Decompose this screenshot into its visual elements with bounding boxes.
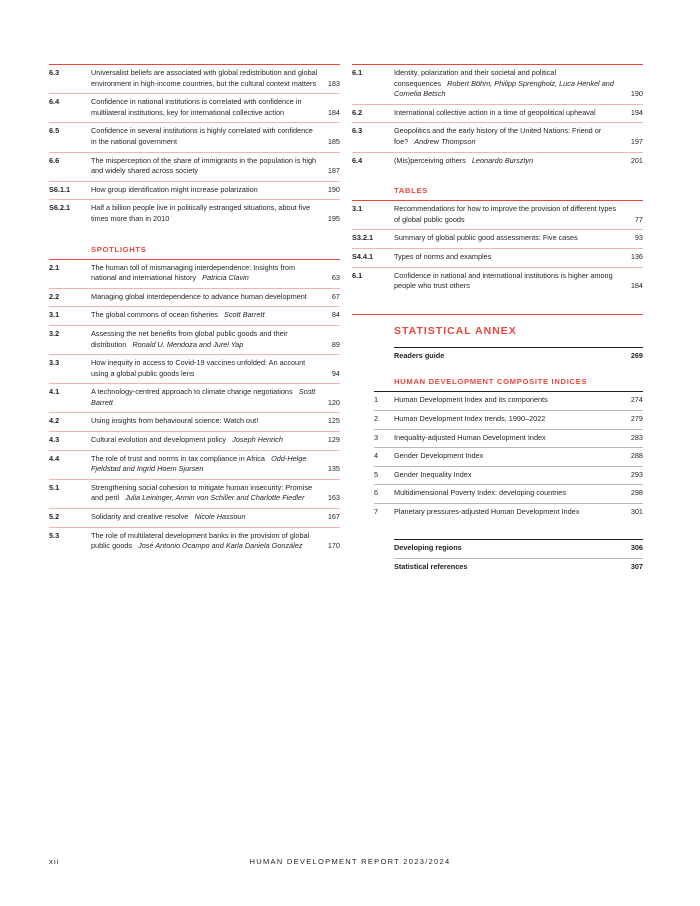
entry-text: [91, 97, 318, 118]
entry-text: [91, 512, 318, 523]
entry-title: The role of multilateral development banks in the provision of global public goods: [91, 530, 310, 551]
entry-text: [91, 263, 318, 284]
entry-number: 4.1: [49, 387, 60, 397]
index-number: 3: [374, 432, 379, 442]
entry-text: [91, 416, 318, 427]
entry-number: 3.1: [49, 310, 60, 320]
entry-title: The role of trust and norms in tax compliance in Africa: [91, 453, 265, 463]
entry-title: Strengthening social cohesion to mitigate human insecurity: Promise and peril: [91, 482, 313, 503]
entry-page: 195: [327, 213, 340, 223]
index-title: Gender Development Index: [394, 451, 484, 461]
right-column: [352, 64, 643, 577]
index-number: 7: [374, 506, 379, 516]
developing-regions-row[interactable]: [394, 539, 643, 558]
entry-number: 6.4: [352, 155, 363, 165]
index-title: Human Development Index trends, 1990–2022: [394, 413, 546, 423]
entry-text: [91, 310, 318, 321]
toc-entry[interactable]: [49, 93, 340, 122]
readers-guide-label: Readers guide: [394, 350, 445, 360]
index-page: 301: [630, 506, 643, 516]
entry-title: Solidarity and creative resolve: [91, 512, 189, 522]
index-number: 5: [374, 469, 379, 479]
entry-page: 167: [327, 512, 340, 522]
readers-guide-row[interactable]: [394, 347, 643, 366]
entry-page: 120: [327, 397, 340, 407]
entry-page: 77: [634, 214, 643, 224]
tables-heading: TABLES: [394, 186, 429, 196]
entry-number: 2.1: [49, 262, 60, 272]
entry-title: Identity, polarization and their societal and political consequences: [394, 68, 557, 88]
toc-entry[interactable]: [49, 431, 340, 450]
entry-page: 125: [327, 416, 340, 426]
entry-page: 89: [331, 339, 340, 349]
entry-text: [91, 126, 318, 147]
entry-page: 94: [331, 368, 340, 378]
entry-title: How group identification might increase polarization: [91, 184, 258, 194]
entry-text: [91, 531, 318, 552]
toc-entry[interactable]: [352, 200, 643, 229]
index-page: 293: [630, 469, 643, 479]
entry-number: S6.2.1: [49, 203, 71, 213]
entry-author: Scott Barrett: [91, 387, 316, 407]
entry-title: The human toll of mismanaging interdependence: Insights from national and international history: [91, 262, 296, 283]
toc-entry[interactable]: [352, 64, 643, 104]
entry-page: 184: [630, 281, 643, 291]
entry-number: 3.1: [352, 204, 363, 214]
readers-guide-page: 269: [630, 350, 643, 360]
entry-number: 4.4: [49, 453, 60, 463]
entry-page: 190: [327, 184, 340, 194]
entry-page: 93: [634, 233, 643, 243]
entry-number: 3.3: [49, 358, 60, 368]
annex-divider: [352, 314, 643, 315]
index-title: Human Development Index and its components: [394, 395, 548, 405]
entry-text: [394, 204, 621, 225]
entry-title: Confidence in national institutions is correlated with confidence in multilateral institutions, key for international collective action: [91, 97, 302, 117]
statistical-annex-title: STATISTICAL ANNEX: [394, 324, 517, 337]
entry-title: Universalist beliefs are associated with global redistribution and global environment in high-income countries, but the cultural context matters: [91, 68, 318, 88]
entry-title: Confidence in national and international institutions is higher among people who trust others: [394, 270, 613, 291]
entry-text: [394, 68, 621, 100]
entry-text: [91, 185, 318, 196]
toc-entry[interactable]: [49, 306, 340, 325]
entry-author: Nicole Hassoun: [194, 512, 246, 522]
index-page: 279: [630, 413, 643, 423]
entry-text: [91, 203, 318, 224]
entry-author: Robert Böhm, Philipp Sprengholz, Luca Henkel and Cornelia Betsch: [394, 78, 614, 99]
entry-page: 129: [327, 435, 340, 445]
entry-page: 190: [630, 89, 643, 99]
entry-number: 6.3: [352, 126, 363, 136]
tables-list: [352, 200, 643, 296]
composite-indices-heading: HUMAN DEVELOPMENT COMPOSITE INDICES: [394, 377, 588, 387]
entry-text: [91, 387, 318, 408]
entry-title: A technology-centred approach to climate change negotiations: [91, 387, 293, 397]
toc-entry[interactable]: [49, 412, 340, 431]
entry-text: [91, 435, 318, 446]
entry-title: Managing global interdependence to advance human development: [91, 291, 307, 301]
entry-title: Summary of global public good assessments: Five cases: [394, 233, 578, 243]
footer-title: HUMAN DEVELOPMENT REPORT 2023/2024: [249, 857, 451, 866]
toc-entry[interactable]: [49, 354, 340, 383]
entry-number: S4.4.1: [352, 251, 374, 261]
toc-entry[interactable]: [49, 288, 340, 307]
index-number: 2: [374, 413, 379, 423]
entry-number: 5.1: [49, 482, 60, 492]
entry-title: (Mis)perceiving others: [394, 155, 466, 165]
toc-entry[interactable]: [352, 248, 643, 267]
entry-number: 6.1: [352, 68, 363, 77]
entry-author: Andrew Thompson: [414, 136, 476, 146]
entry-number: 4.2: [49, 416, 60, 426]
index-title: Multidimensional Poverty Index: developing countries: [394, 488, 566, 498]
index-row[interactable]: [374, 503, 643, 522]
entry-number: 6.4: [49, 97, 60, 107]
index-page: 298: [630, 488, 643, 498]
entry-title: Cultural evolution and development policy: [91, 435, 227, 445]
toc-entry[interactable]: [352, 122, 643, 151]
entry-page: 136: [630, 251, 643, 261]
statistical-references-row[interactable]: [394, 558, 643, 577]
entry-text: [91, 454, 318, 475]
toc-entry[interactable]: [352, 267, 643, 296]
entry-text: [394, 108, 621, 119]
statistical-references-label: Statistical references: [394, 562, 468, 572]
toc-entry[interactable]: [49, 152, 340, 181]
entry-title: International collective action in a time of geopolitical upheaval: [394, 107, 596, 117]
entry-author: José Antonio Ocampo and Karla Daniela González: [138, 541, 303, 551]
index-row[interactable]: [374, 447, 643, 466]
left-column: [49, 64, 340, 556]
entry-page: 67: [331, 291, 340, 301]
entry-page: 194: [630, 107, 643, 117]
entry-title: The global commons of ocean fisheries: [91, 310, 218, 320]
entry-number: 5.3: [49, 530, 60, 540]
index-row[interactable]: [374, 410, 643, 429]
entry-page: 187: [327, 166, 340, 176]
entry-text: [394, 126, 621, 147]
statistical-references-page: 307: [630, 562, 643, 572]
spotlights-list: [49, 259, 340, 556]
entry-title: Confidence in several institutions is highly correlated with confidence in the national government: [91, 126, 313, 146]
entry-title: Recommendations for how to improve the provision of different types of global public goods: [394, 204, 617, 224]
entry-page: 170: [327, 541, 340, 551]
index-title: Planetary pressures-adjusted Human Development Index: [394, 506, 580, 516]
entry-text: [91, 329, 318, 350]
composite-indices-list: [352, 391, 643, 521]
entry-page: 197: [630, 136, 643, 146]
toc-entry[interactable]: [49, 508, 340, 527]
index-title: Gender Inequality Index: [394, 469, 472, 479]
entry-text: [91, 68, 318, 89]
entry-text: [394, 156, 621, 167]
toc-entry[interactable]: [49, 479, 340, 508]
index-page: 288: [630, 451, 643, 461]
entry-text: [394, 233, 621, 244]
index-page: 274: [630, 395, 643, 405]
entry-page: 84: [331, 310, 340, 320]
toc-entry[interactable]: [352, 229, 643, 248]
toc-entry[interactable]: [352, 104, 643, 123]
entry-author: Ronald U. Mendoza and Jurel Yap: [132, 339, 244, 349]
toc-entry[interactable]: [49, 325, 340, 354]
entry-author: Odd-Helge Fjeldstad and Ingrid Hoem Sjursen: [91, 453, 307, 474]
developing-regions-label: Developing regions: [394, 543, 462, 553]
toc-entry[interactable]: [49, 383, 340, 412]
entry-text: [394, 252, 621, 263]
entry-text: [91, 483, 318, 504]
toc-entry[interactable]: [49, 64, 340, 93]
entry-number: 6.2: [352, 107, 363, 117]
index-title: Inequality-adjusted Human Development Index: [394, 432, 546, 442]
entry-text: [91, 292, 318, 303]
entry-author: Scott Barrett: [224, 310, 265, 320]
entry-page: 201: [630, 155, 643, 165]
entry-author: Leonardo Bursztyn: [471, 155, 534, 165]
toc-entry[interactable]: [352, 152, 643, 171]
toc-entry[interactable]: [49, 122, 340, 151]
index-number: 4: [374, 451, 379, 461]
toc-entry[interactable]: [49, 527, 340, 556]
toc-entry[interactable]: [49, 259, 340, 288]
entry-number: 6.6: [49, 155, 60, 165]
toc-entry[interactable]: [49, 181, 340, 200]
entry-number: 6.3: [49, 68, 60, 77]
entry-text: [91, 156, 318, 177]
entry-title: Half a billion people live in politically estranged situations, about five times more than in 2010: [91, 203, 311, 223]
entry-number: S6.1.1: [49, 184, 71, 194]
entry-page: 63: [331, 273, 340, 283]
entry-number: 5.2: [49, 512, 60, 522]
entry-number: S3.2.1: [352, 233, 374, 243]
toc-entry[interactable]: [49, 450, 340, 479]
entry-number: 4.3: [49, 435, 60, 445]
entry-number: 6.5: [49, 126, 60, 136]
entry-title: Types of norms and examples: [394, 251, 492, 261]
entry-title: Geopolitics and the early history of the United Nations: Friend or foe?: [394, 126, 602, 146]
entry-number: 2.2: [49, 291, 60, 301]
entry-number: 3.2: [49, 328, 60, 338]
entry-page: 135: [327, 464, 340, 474]
spotlights-heading: SPOTLIGHTS: [91, 244, 147, 254]
entry-page: 163: [327, 493, 340, 503]
entry-page: 185: [327, 136, 340, 146]
index-row[interactable]: [374, 466, 643, 485]
entry-text: [394, 271, 621, 292]
entry-text: [91, 358, 318, 379]
entry-author: Joseph Henrich: [232, 435, 283, 445]
index-row[interactable]: [374, 484, 643, 503]
figure-list-continued: [49, 64, 340, 229]
entry-title: How inequity in access to Covid-19 vaccines unfolded: An account using a global public goods lens: [91, 358, 306, 378]
index-number: 1: [374, 395, 379, 405]
index-number: 6: [374, 488, 379, 498]
footer-page-number: xii: [49, 857, 60, 866]
entry-title: Assessing the net benefits from global public goods and their distribution: [91, 328, 288, 349]
index-row[interactable]: [374, 429, 643, 448]
entry-author: Julia Leininger, Armin von Schiller and Charlotte Fiedler: [125, 493, 305, 503]
toc-entry[interactable]: [49, 199, 340, 228]
entry-title: The misperception of the share of immigrants in the population is high and widely shared across society: [91, 155, 317, 176]
entry-number: 6.1: [352, 270, 363, 280]
spotlights-list-continued: [352, 64, 643, 170]
entry-title: Using insights from behavioural science: Watch out!: [91, 416, 259, 426]
index-row[interactable]: [374, 391, 643, 410]
entry-author: Patricia Clavin: [202, 273, 249, 283]
entry-page: 183: [327, 78, 340, 88]
entry-page: 184: [327, 107, 340, 117]
index-page: 283: [630, 432, 643, 442]
developing-regions-page: 306: [630, 543, 643, 553]
